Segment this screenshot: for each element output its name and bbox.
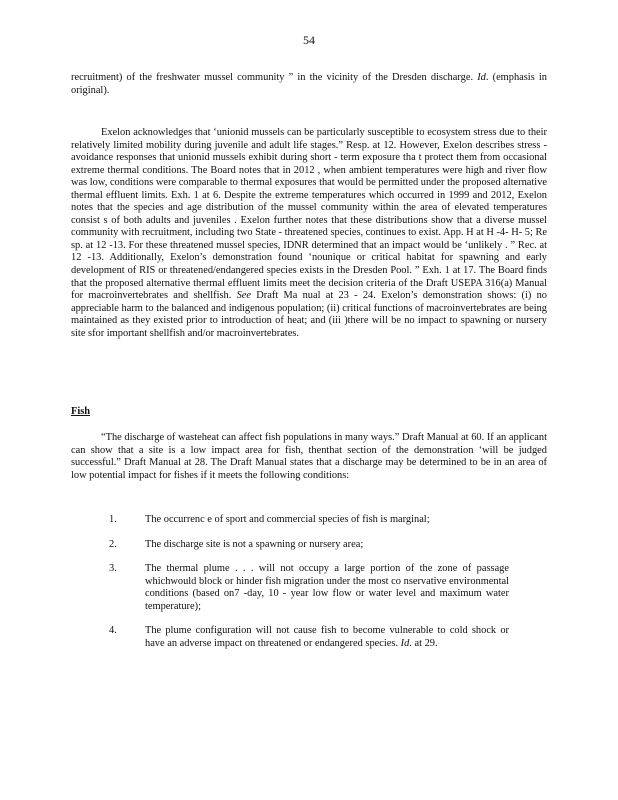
- paragraph-text-end: . (emphasis in original).: [71, 72, 547, 96]
- conditions-list: [109, 514, 509, 650]
- paragraph-wasteheat: “The discharge of wasteheat can affect fish populations in many ways.” Draft Manual at 60. If an applicant can show that a site is a low impact area for fish, thenthat section of the demonstration ‘will be judged successful.” Draft Manual at 28. The Draft Manual states that a discharge may be determined to be in an area of low potential impact for fishes if it meets the following conditions:: [71, 432, 547, 481]
- condition-number: 2.: [109, 538, 117, 550]
- section-heading-fish: Fish: [71, 406, 91, 417]
- paragraph-text: recruitment) of the freshwater mussel community ” in the vicinity of the Dresden discharge.: [71, 72, 474, 83]
- condition-item: [109, 539, 509, 552]
- condition-item: [109, 563, 509, 613]
- paragraph-text-end: Draft Ma nual at 23 - 24. Exelon’s demonstration shows: (i) no appreciable harm to the balanced and indigenous population; (ii) critical functions of macroinvertebrates are being maintained as they existed prior to introduction of heat; and (iii )there will be no impact to spawning or nursery site sfor important shellfish and/or macroinvertebrates.: [71, 290, 547, 339]
- citation-id: Id: [400, 637, 410, 649]
- condition-number: 1.: [109, 514, 117, 525]
- paragraph-text: Exelon acknowledges that ‘unionid mussels can be particularly susceptible to ecosystem stress due to their relatively limited mobility during juvenile and adult life stages.” Resp. at 12. However, Exelon describes stress -avoidance responses that unionid mussels exhibit during short - term exposure tha t protect them from occasional extreme thermal conditions. The Board notes that in 2012 , when ambient temperatures were high and river flow was low, conditions were comparable to thermal exposures that would be permitted under the proposed alternative thermal effluent limits. Exh. 1 at 6. Despite the extreme temperatures which occurred in 1999 and 2012, Exelon notes that the species and age distribution of the mussel community within the area of elevated temperatures consist s of both adults and juveniles . Exelon further notes that these distributions show that a diverse mussel community with recruitment, including two State - threatened species, continues to exist. App. H at H -4- H- 5; Re sp. at 12 -13. For these threatened mussel species, IDNR determined that an impact would be ‘unlikely . ” Rec. at 12 -13. Additionally, Exelon’s demonstration found ‘nounique or critical habitat for spawning and early development of RIS or threatened/endangered species exists in the Dresden Pool. ” Exh. 1 at 17. The Board finds that the proposed alternative thermal effluent limits meet the decision criteria of the Draft USEPA 316(a) Manual for macroinvertebrates and shellfish.: [71, 127, 547, 302]
- condition-text: The discharge site is not a spawning or nursery area;: [145, 538, 364, 550]
- condition-number: 4.: [109, 625, 117, 637]
- condition-text-main: The plume configuration will not cause fish to become vulnerable to cold shock or have an adverse impact on threatened or endangered species.: [145, 625, 509, 649]
- condition-text: [145, 625, 509, 649]
- condition-text: The occurrenc e of sport and commercial species of fish is marginal;: [145, 514, 430, 525]
- condition-text-end: . at 29.: [409, 637, 438, 649]
- condition-text: The thermal plume . . . will not occupy a large portion of the zone of passage whichwould block or hinder fish migration under the most co nservative environmental conditions (based on7 -day, 10 - year low flow or water level and maximum water temperature);: [145, 563, 509, 612]
- condition-number: 3.: [109, 563, 117, 575]
- page-number: 54: [303, 33, 315, 47]
- citation-id: Id: [477, 72, 486, 83]
- paragraph-mussel-recruitment: [71, 72, 547, 97]
- condition-item: [109, 625, 509, 650]
- citation-see: See: [236, 290, 252, 302]
- condition-item: [109, 514, 509, 527]
- paragraph-exelon-acknowledges: [71, 127, 547, 340]
